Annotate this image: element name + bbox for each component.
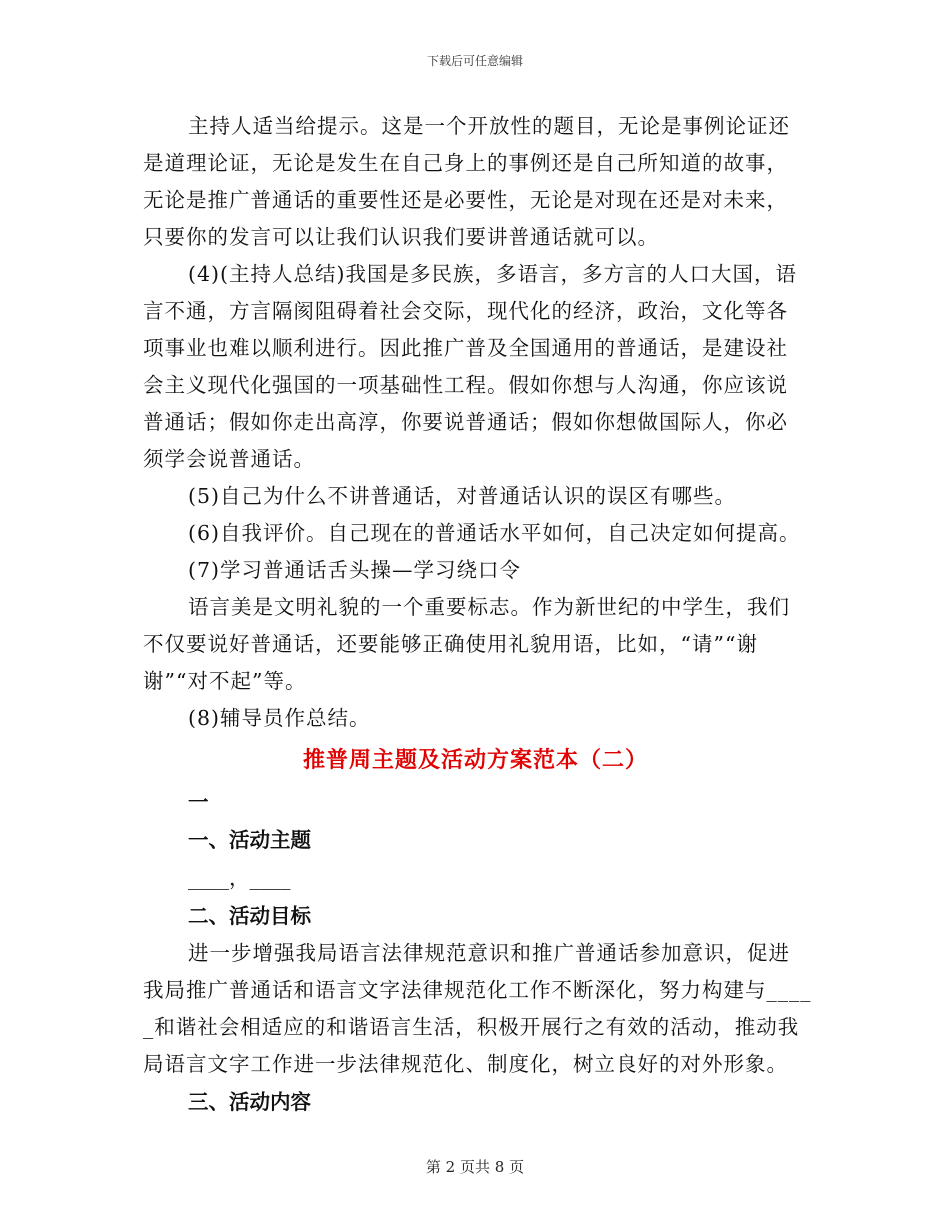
list-item: (5)自己为什么不讲普通话，对普通话认识的误区有哪些。 <box>188 484 737 508</box>
text-line: 进一步增强我局语言法律规范意识和推广普通话参加意识，促进 <box>188 941 790 965</box>
list-item: (8)辅导员作总结。 <box>188 706 371 730</box>
text-line: 只要你的发言可以让我们认识我们要讲普通话就可以。 <box>143 225 659 249</box>
paragraph <box>143 256 808 478</box>
page-header: 下载后可任意编辑 <box>426 54 523 68</box>
list-item: (7)学习普通话舌头操—学习绕口令 <box>188 558 522 582</box>
paragraph <box>143 108 808 256</box>
section-mark: 一 <box>188 790 209 814</box>
text-line: 普通话；假如你走出高淳，你要说普通话；假如你想做国际人，你必 <box>143 410 788 434</box>
text-line: 是道理论证，无论是发生在自己身上的事例还是自己所知道的故事， <box>143 151 788 175</box>
text-line: _和谐社会相适应的和谐语言生活，积极开展行之有效的活动，推动我 <box>143 1015 800 1039</box>
paragraph <box>143 935 812 1083</box>
text-line: 局语言文字工作进一步法律规范化、制度化，树立良好的对外形象。 <box>143 1052 788 1076</box>
text-line: 不仅要说好普通话，还要能够正确使用礼貌用语，比如，“请”“谢 <box>143 632 758 656</box>
text-line: 谢”“对不起”等。 <box>143 669 307 693</box>
document-body <box>143 108 812 1121</box>
heading-activity-content: 三、活动内容 <box>188 1090 311 1114</box>
text-line: 会主义现代化强国的一项基础性工程。假如你想与人沟通，你应该说 <box>143 373 788 397</box>
heading-activity-theme: 一、活动主题 <box>188 828 311 852</box>
fill-in-blank: ____，____ <box>188 866 291 890</box>
text-line: 主持人适当给提示。这是一个开放性的题目，无论是事例论证还 <box>188 114 790 138</box>
paragraph <box>143 589 808 700</box>
page-footer: 第 2 页共 8 页 <box>425 1158 525 1176</box>
text-line: (4)(主持人总结)我国是多民族，多语言，多方言的人口大国，语 <box>188 262 798 286</box>
text-line: 我局推广普通话和语言文字法律规范化工作不断深化，努力构建与____ <box>143 978 812 1002</box>
text-line: 言不通，方言隔阂阻碍着社会交际，现代化的经济，政治，文化等各 <box>143 299 788 323</box>
text-line: 项事业也难以顺利进行。因此推广普及全国通用的普通话，是建设社 <box>143 336 788 360</box>
text-line: 无论是推广普通话的重要性还是必要性，无论是对现在还是对未来， <box>143 188 788 212</box>
heading-activity-goal: 二、活动目标 <box>188 904 311 928</box>
list-item: (6)自我评价。自己现在的普通话水平如何，自己决定如何提高。 <box>188 521 801 545</box>
text-line: 须学会说普通话。 <box>143 447 315 471</box>
section-title: 推普周主题及活动方案范本（二） <box>302 747 648 773</box>
text-line: 语言美是文明礼貌的一个重要标志。作为新世纪的中学生，我们 <box>188 595 790 619</box>
